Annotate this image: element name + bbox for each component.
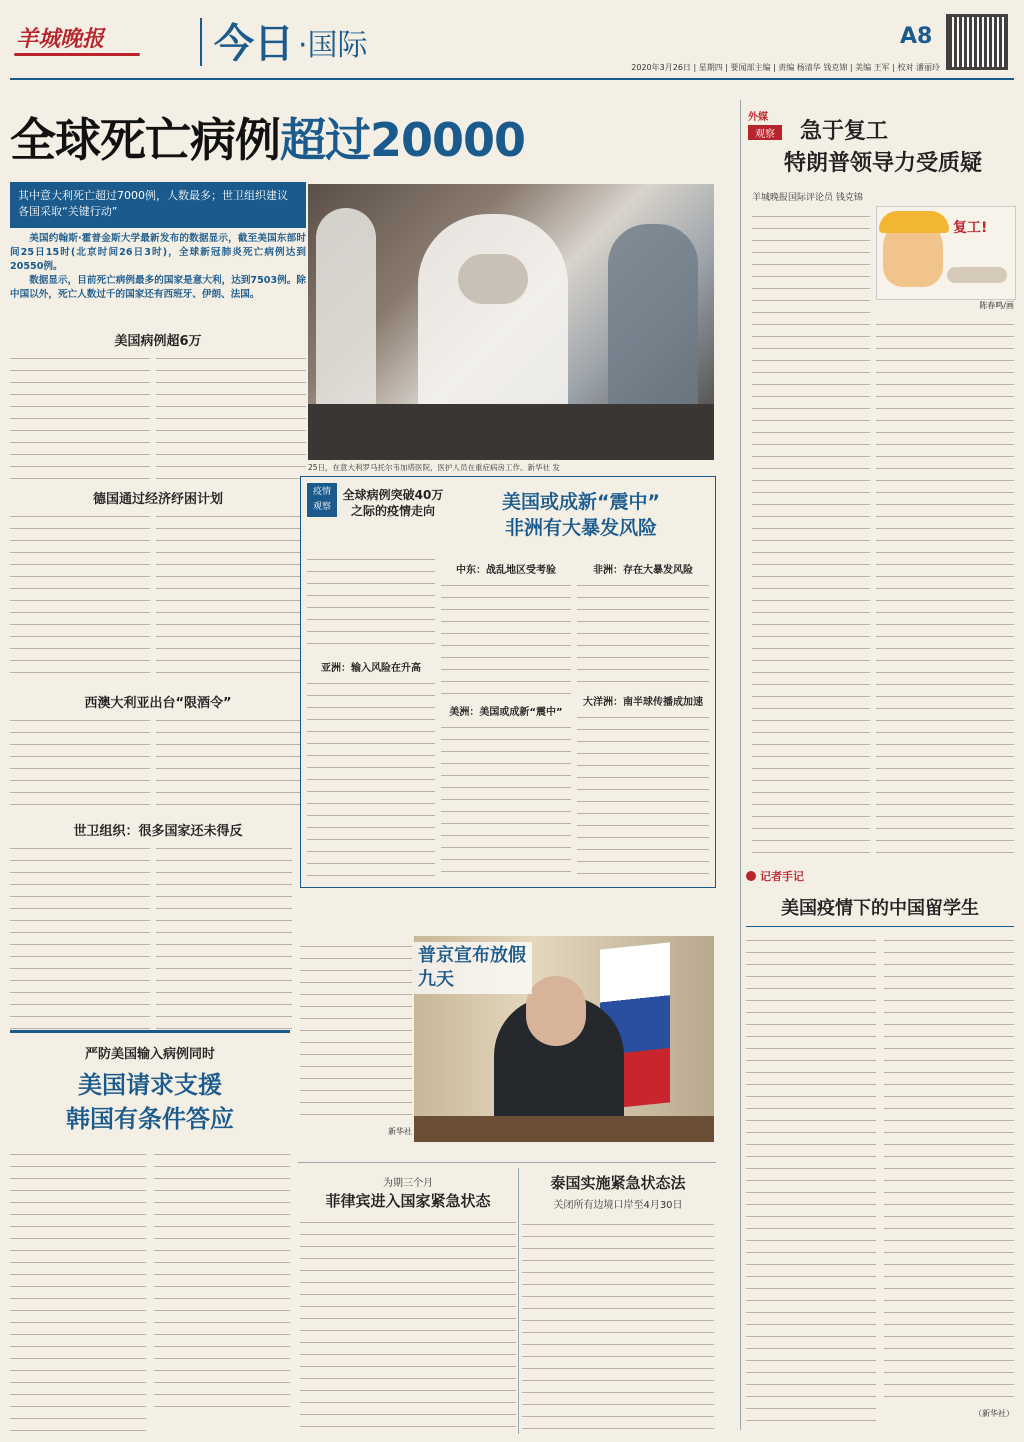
thai-body xyxy=(522,1216,714,1434)
journal-tag xyxy=(746,868,804,884)
commentary-tag xyxy=(748,108,792,142)
phil-title: 菲律宾进入国家紧急状态 xyxy=(325,1192,491,1210)
subhead-oceania: 大洋洲：南半球传播成加速 xyxy=(583,697,703,708)
section-title-rest: ·国际 xyxy=(298,28,368,63)
analysis-col2-bottom xyxy=(441,719,571,879)
korea-title-2: 韩国有条件答应 xyxy=(66,1105,234,1133)
photo-figure-left xyxy=(316,208,376,408)
subhead-spain-au: 西澳大利亚出台“限酒令” xyxy=(84,696,232,711)
main-deck: 其中意大利死亡超过7000例，人数最多；世卫组织建议各国采取“关键行动” xyxy=(10,182,306,228)
journal-rule xyxy=(746,926,1014,927)
photo-figure-right xyxy=(608,224,698,424)
commentary-body-2 xyxy=(876,316,1014,862)
journal-tag-text: 记者手记 xyxy=(760,870,804,883)
main-lead xyxy=(10,232,306,302)
column-rule-right xyxy=(740,100,741,1430)
lead-paragraph-1: 美国约翰斯·霍普金斯大学最新发布的数据显示，截至美国东部时间25日15时(北京时间26日3时)，全球新冠肺炎死亡病例达到20550例。 xyxy=(10,233,306,272)
journal-body-2 xyxy=(884,932,1014,1402)
analysis-tag xyxy=(307,483,337,517)
masthead-rule xyxy=(10,78,1014,80)
subhead-africa: 非洲：存在大暴发风险 xyxy=(593,565,693,576)
subhead-us: 美国病例超6万 xyxy=(114,334,202,349)
analysis-col3-top xyxy=(577,577,709,689)
putin-caption-col xyxy=(300,938,412,1140)
spain-au-body-2 xyxy=(156,712,306,812)
analysis-headline-2: 非洲有大暴发风险 xyxy=(504,517,657,539)
subhead-who: 世卫组织：很多国家还未得反 xyxy=(73,824,243,839)
thai-sub: 关闭所有边境口岸至4月30日 xyxy=(553,1200,683,1211)
korea-box xyxy=(10,1030,290,1141)
who-body xyxy=(10,840,150,1030)
page-number: A8 xyxy=(900,24,933,49)
commentary-tag-top: 外媒 xyxy=(748,112,768,123)
germany-body-2 xyxy=(156,508,306,684)
commentary-title-2: 特朗普领导力受质疑 xyxy=(783,151,982,176)
analysis-col2-top xyxy=(441,577,571,701)
masthead xyxy=(0,0,1024,84)
cartoon xyxy=(876,206,1016,300)
analysis-col1-top xyxy=(307,551,435,655)
putin-headline: 普京宣布放假九天 xyxy=(414,942,532,994)
section-title xyxy=(214,14,368,70)
analysis-col3-bottom xyxy=(577,709,709,879)
lead-paragraph-2: 数据显示，目前死亡病例最多的国家是意大利，达到7503例。除中国以外，死亡人数过千的国家还有西班牙、伊朗、法国。 xyxy=(10,275,306,300)
section-title-big: 今日 xyxy=(214,21,294,67)
main-headline-b: 超过20000 xyxy=(280,113,526,167)
putin-text xyxy=(300,938,412,1124)
main-photo-caption: 25日，在意大利罗马托尔韦加塔医院，医护人员在重症病房工作。新华社 发 xyxy=(308,463,560,472)
us-body xyxy=(10,350,150,480)
commentary-tag-bottom: 观察 xyxy=(748,125,782,140)
journal-body-1 xyxy=(746,932,876,1422)
journal-tag-icon xyxy=(746,871,756,881)
cartoon-tray xyxy=(947,267,1007,283)
spain-au-body xyxy=(10,712,150,812)
photo-bed xyxy=(308,404,714,460)
qr-code-icon xyxy=(946,14,1008,70)
subhead-asia: 亚洲：输入风险在升高 xyxy=(321,663,421,674)
journal-title: 美国疫情下的中国留学生 xyxy=(781,898,979,919)
main-photo xyxy=(308,184,714,460)
cartoon-hair xyxy=(879,211,949,233)
section-rule-lower xyxy=(298,1162,716,1163)
korea-body-2 xyxy=(154,1146,290,1416)
journal-box xyxy=(746,868,1014,1434)
thai-title: 泰国实施紧急状态法 xyxy=(550,1174,686,1192)
who-body-2 xyxy=(156,840,292,1030)
analysis-side-title: 全球病例突破40万之际的疫情走向 xyxy=(342,488,444,518)
desk xyxy=(414,1116,714,1142)
korea-title-1: 美国请求支援 xyxy=(78,1071,222,1099)
journal-signoff: （新华社） xyxy=(974,1409,1014,1418)
subhead-us-epicenter: 美洲：美国或成新“震中” xyxy=(449,707,563,718)
us-body-2 xyxy=(156,350,306,480)
analysis-headline-1: 美国或成新“震中” xyxy=(502,491,660,513)
analysis-tag-line1: 疫情 xyxy=(312,487,331,497)
main-headline-a: 全球死亡病例 xyxy=(10,113,280,167)
analysis-box xyxy=(300,476,716,888)
subhead-mideast: 中东：战乱地区受考验 xyxy=(456,565,556,576)
column-rule-middle xyxy=(518,1168,519,1434)
cartoon-credit: 陈春鸣/画 xyxy=(979,301,1014,310)
commentary-byline: 羊城晚报国际评论员 钱克锦 xyxy=(752,193,863,203)
phil-kicker: 为期三个月 xyxy=(383,1178,433,1189)
korea-body-1 xyxy=(10,1146,146,1434)
cartoon-word: 复工! xyxy=(953,220,988,236)
analysis-col1-bottom xyxy=(307,675,435,879)
newspaper-logo: 羊城晚报 xyxy=(16,26,105,52)
commentary-title-1: 急于复工 xyxy=(800,119,889,144)
analysis-tag-line2: 观察 xyxy=(312,502,331,512)
section-divider xyxy=(200,18,202,66)
putin-signoff: 新华社 xyxy=(388,1127,412,1136)
putin-photo xyxy=(414,936,714,1142)
commentary-body-1 xyxy=(752,208,870,862)
page-meta: 2020年3月26日 | 星期四 | 要闻部主编 | 责编 杨清华 钱克锦 | 美编 王军 | 校对 潘丽玲 xyxy=(631,63,940,72)
subhead-germany: 德国通过经济纾困计划 xyxy=(92,492,223,507)
phil-body xyxy=(300,1214,516,1434)
korea-kicker: 严防美国输入病例同时 xyxy=(84,1047,215,1062)
logo-swoosh-icon xyxy=(14,53,140,56)
germany-body xyxy=(10,508,150,684)
main-headline xyxy=(10,104,730,174)
putin-face xyxy=(526,976,586,1046)
photo-face-shield xyxy=(458,254,528,304)
